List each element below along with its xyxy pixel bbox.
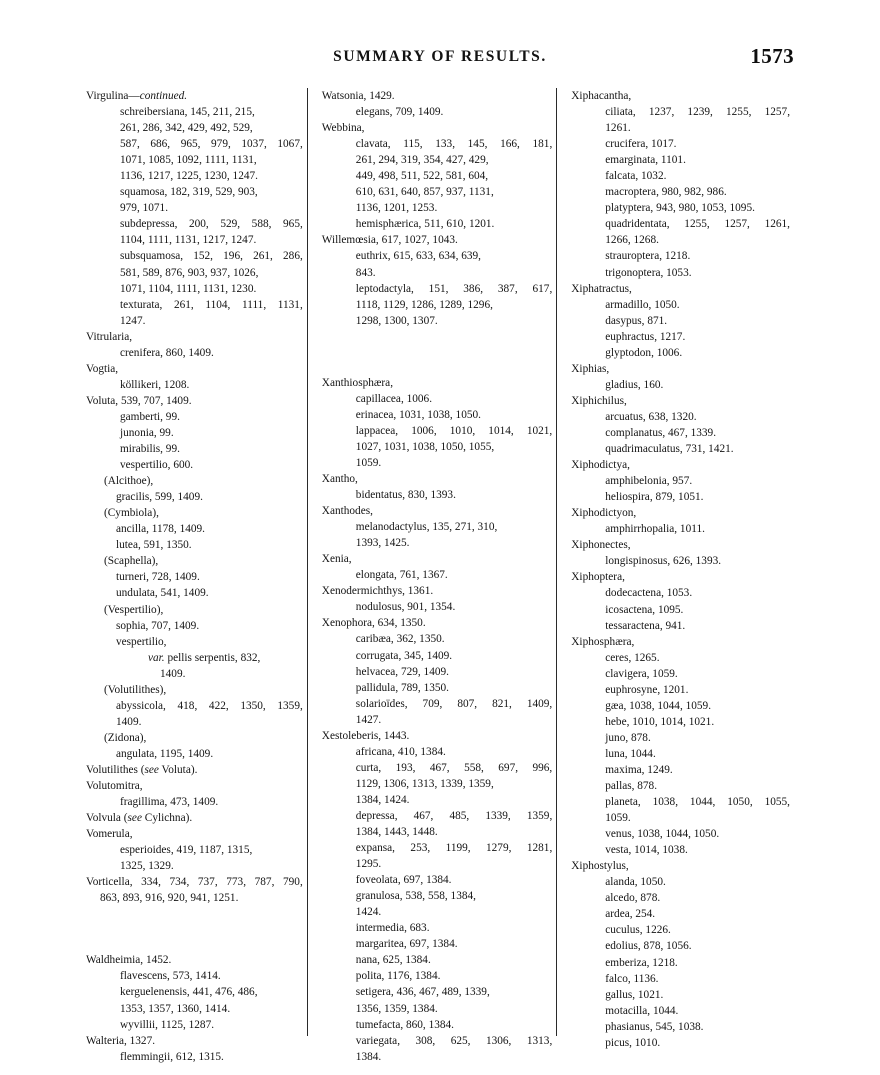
index-entry-species: falco, 1136. xyxy=(605,972,659,985)
index-entry-species: tumefacta, 860, 1384. xyxy=(355,1018,454,1031)
index-entry-species: luna, 1044. xyxy=(605,747,656,760)
index-entry-species: euthrix, 615, 633, 634, 639, xyxy=(355,250,481,263)
index-entry-species-run: 1059. xyxy=(355,456,382,469)
index-entry-genus: Xiphoptera, xyxy=(571,571,625,584)
index-entry-species: pallas, 878. xyxy=(605,780,658,793)
index-entry-species: trigonoptera, 1053. xyxy=(605,266,692,279)
index-entry-species: venus, 1038, 1044, 1050. xyxy=(605,828,720,841)
index-entry-sub-species: abyssicola, 418, 422, 1350, 1359, xyxy=(116,699,303,712)
index-entry-species: flavescens, 573, 1414. xyxy=(120,970,221,983)
index-column-1 xyxy=(86,88,307,1063)
index-entry-species: crucifera, 1017. xyxy=(605,138,677,151)
index-entry-genus: Xiphostylus, xyxy=(571,860,629,873)
index-entry-species: nodulosus, 901, 1354. xyxy=(355,601,456,614)
index-entry-genus: Xestoleberis, 1443. xyxy=(321,729,410,742)
index-entry-genus: Xiphodictya, xyxy=(571,459,630,472)
index-entry-species: clavigera, 1059. xyxy=(605,667,678,680)
index-entry-species: expansa, 253, 1199, 1279, 1281, xyxy=(355,842,553,855)
see-marker: see xyxy=(127,812,142,825)
index-entry-species-run: 1071, 1104, 1111, 1131, 1230. xyxy=(120,282,257,295)
index-entry-genus: Xiphonectes, xyxy=(571,539,631,552)
index-entry-species: solarioïdes, 709, 807, 821, 1409, xyxy=(355,697,553,710)
index-entry-genus: Virgulina—continued. xyxy=(86,90,188,102)
index-entry-genus: Xantho, xyxy=(321,472,358,485)
index-entry-species: melanodactylus, 135, 271, 310, xyxy=(355,521,498,534)
index-entry-species: tessaractena, 941. xyxy=(605,619,686,632)
index-entry-species-run: 581, 589, 876, 903, 937, 1026, xyxy=(120,266,259,279)
index-entry-species: heliospira, 879, 1051. xyxy=(605,491,704,504)
column-spacer xyxy=(86,906,303,952)
var-marker: var. xyxy=(148,651,165,664)
index-entry-species: variegata, 308, 625, 1306, 1313, xyxy=(355,1034,553,1047)
index-entry-species: hemisphærica, 511, 610, 1201. xyxy=(355,218,495,231)
index-entry-species: setigera, 436, 467, 489, 1339, xyxy=(355,986,490,999)
index-entry-species: mirabilis, 99. xyxy=(120,443,180,456)
index-entry-species: depressa, 467, 485, 1339, 1359, xyxy=(355,809,553,822)
index-entry-species-run: 1393, 1425. xyxy=(355,537,410,550)
index-entry-species: dodecactena, 1053. xyxy=(605,587,693,600)
index-entry-species-run: 1298, 1300, 1307. xyxy=(355,314,438,327)
index-entry-species: wyvillii, 1125, 1287. xyxy=(120,1018,215,1031)
page-number: 1573 xyxy=(750,44,794,68)
index-entry-species: corrugata, 345, 1409. xyxy=(355,649,453,662)
index-entry-genus: Vomerula, xyxy=(86,828,133,841)
index-entry-genus: Vogtia, xyxy=(86,362,119,375)
index-entry-genus: Xiphichilus, xyxy=(571,394,627,407)
index-entry-species: margaritea, 697, 1384. xyxy=(355,938,458,951)
index-entry-species: esperioides, 419, 1187, 1315, xyxy=(120,844,253,857)
index-entry-genus: Volvula (see Cylichna). xyxy=(86,812,193,825)
index-entry-sub-species: ancilla, 1178, 1409. xyxy=(116,523,205,536)
index-entry-species: pallidula, 789, 1350. xyxy=(355,681,449,694)
index-entry-species: amphirrhopalia, 1011. xyxy=(605,523,705,536)
index-entry-genus: Waldheimia, 1452. xyxy=(86,954,172,967)
column-3-content xyxy=(571,88,794,1051)
column-2-content xyxy=(322,88,556,1065)
index-entry-species: macroptera, 980, 982, 986. xyxy=(605,186,727,199)
index-entry-species-run: 1027, 1031, 1038, 1050, 1055, xyxy=(355,440,495,453)
index-entry-sub-species: lutea, 591, 1350. xyxy=(116,539,192,552)
index-entry-species-run: 1353, 1357, 1360, 1414. xyxy=(120,1002,231,1015)
index-entry-species: cuculus, 1226. xyxy=(605,924,671,937)
index-entry-species: euphrosyne, 1201. xyxy=(605,683,689,696)
index-entry-species: dasypus, 871. xyxy=(605,314,668,327)
page-header xyxy=(86,44,794,78)
index-entry-species: glyptodon, 1006. xyxy=(605,346,683,359)
index-entry-species-run: 1384, 1424. xyxy=(355,793,410,806)
index-entry-species: strauroptera, 1218. xyxy=(605,250,691,263)
index-entry-species: ardea, 254. xyxy=(605,908,656,921)
index-entry-species: gamberti, 99. xyxy=(120,410,180,423)
index-entry-species-run: 979, 1071. xyxy=(120,202,169,215)
index-entry-species: subsquamosa, 152, 196, 261, 286, xyxy=(120,250,303,263)
index-entry-genus: Xiphodictyon, xyxy=(571,507,637,520)
index-entry-species-run: 1136, 1201, 1253. xyxy=(355,202,438,215)
index-entry-species-run: 1247. xyxy=(120,314,146,327)
index-entry-species: texturata, 261, 1104, 1111, 1131, xyxy=(120,298,303,311)
index-entry-species-run: 261, 286, 342, 429, 492, 529, xyxy=(120,122,253,135)
index-entry-genus: Vorticella, 334, 734, 737, 773, 787, 790, xyxy=(86,876,303,889)
index-entry-species: gladius, 160. xyxy=(605,378,664,391)
index-column-2 xyxy=(307,88,556,1063)
index-entry-subgenus: (Scaphella), xyxy=(104,555,159,568)
index-entry-species: curta, 193, 467, 558, 697, 996, xyxy=(355,761,553,774)
index-entry-species: quadridentata, 1255, 1257, 1261, xyxy=(605,218,791,231)
index-entry-genus: Volutilithes (see Voluta). xyxy=(86,763,198,776)
index-entry-species: capillacea, 1006. xyxy=(355,392,433,405)
index-entry-species-run: 261, 294, 319, 354, 427, 429, xyxy=(355,154,489,167)
index-entry-genus: Vitrularia, xyxy=(86,330,133,343)
index-entry-genus-run: 863, 893, 916, 920, 941, 1251. xyxy=(100,892,239,905)
index-entry-species: emarginata, 1101. xyxy=(605,154,686,167)
index-entry-genus: Xiphias, xyxy=(571,362,610,375)
index-entry-species: caribæa, 362, 1350. xyxy=(355,633,445,646)
index-entry-species-run: 1129, 1306, 1313, 1339, 1359, xyxy=(355,777,494,790)
index-entry-species: falcata, 1032. xyxy=(605,170,667,183)
index-entry-species-run: 1071, 1085, 1092, 1111, 1131, xyxy=(120,154,257,167)
index-entry-subgenus: (Volutilithes), xyxy=(104,683,167,696)
index-entry-species: ceres, 1265. xyxy=(605,651,660,664)
index-entry-sub-species: undulata, 541, 1409. xyxy=(116,587,209,600)
index-entry-sub-species: turneri, 728, 1409. xyxy=(116,571,200,584)
index-entry-species: köllikeri, 1208. xyxy=(120,378,190,391)
index-entry-sub-species: angulata, 1195, 1409. xyxy=(116,747,214,760)
index-entry-species: bidentatus, 830, 1393. xyxy=(355,489,456,502)
index-entry-species-run: 1261. xyxy=(605,122,631,135)
index-entry-species: junonia, 99. xyxy=(120,426,174,439)
index-entry-species: juno, 878. xyxy=(605,731,651,744)
index-columns xyxy=(86,88,794,1063)
index-entry-genus: Xanthiosphæra, xyxy=(321,376,394,389)
index-entry-species: intermedia, 683. xyxy=(355,922,430,935)
index-entry-species: foveolata, 697, 1384. xyxy=(355,874,452,887)
index-entry-species: phasianus, 545, 1038. xyxy=(605,1020,704,1033)
index-entry-species-run: 449, 498, 511, 522, 581, 604, xyxy=(355,170,489,183)
index-entry-sub-species: sophia, 707, 1409. xyxy=(116,619,200,632)
index-entry-species-run: 1356, 1359, 1384. xyxy=(355,1002,438,1015)
index-entry-species-run: 1384. xyxy=(355,1050,382,1063)
index-entry-species: subdepressa, 200, 529, 588, 965, xyxy=(120,218,303,231)
index-entry-genus: Xenodermichthys, 1361. xyxy=(321,585,434,598)
index-entry-species-run: 1427. xyxy=(355,713,382,726)
continued-marker: continued. xyxy=(139,90,188,102)
running-head-title: SUMMARY OF RESULTS. xyxy=(333,48,547,65)
index-entry-species-run: 1104, 1111, 1131, 1217, 1247. xyxy=(120,234,257,247)
index-entry-species: polita, 1176, 1384. xyxy=(355,970,441,983)
index-entry-species-run: 1424. xyxy=(355,906,382,919)
index-entry-genus: Xiphatractus, xyxy=(571,282,632,295)
index-entry-species-run: 610, 631, 640, 857, 937, 1131, xyxy=(355,186,494,199)
index-entry-genus: Xenia, xyxy=(321,553,352,566)
index-entry-species: squamosa, 182, 319, 529, 903, xyxy=(120,186,258,199)
index-entry-sub-species: gracilis, 599, 1409. xyxy=(116,491,203,504)
index-entry-species: euphractus, 1217. xyxy=(605,330,686,343)
index-entry-genus: Xiphacantha, xyxy=(571,90,632,102)
index-column-3 xyxy=(556,88,794,1049)
index-entry-species: icosactena, 1095. xyxy=(605,603,684,616)
index-entry-species: fragillima, 473, 1409. xyxy=(120,796,219,809)
index-entry-species: armadillo, 1050. xyxy=(605,298,680,311)
index-entry-species-run: 1059. xyxy=(605,812,631,825)
index-entry-species: gallus, 1021. xyxy=(605,988,664,1001)
index-entry-species: clavata, 115, 133, 145, 166, 181, xyxy=(355,138,553,151)
index-entry-species: helvacea, 729, 1409. xyxy=(355,665,449,678)
index-entry-species: flemmingii, 612, 1315. xyxy=(120,1050,224,1063)
index-entry-species: gæa, 1038, 1044, 1059. xyxy=(605,699,712,712)
index-entry-sub-species-run: 1409. xyxy=(116,715,142,728)
index-entry-species-run: 1295. xyxy=(355,858,382,871)
index-entry-varline: var. pellis serpentis, 832, xyxy=(148,651,261,664)
index-entry-species: crenifera, 860, 1409. xyxy=(120,346,214,359)
index-entry-genus: Webbina, xyxy=(321,122,365,135)
index-entry-species-run: 587, 686, 965, 979, 1037, 1067, xyxy=(120,138,303,151)
index-entry-species: erinacea, 1031, 1038, 1050. xyxy=(355,408,481,421)
column-spacer xyxy=(322,329,552,375)
index-entry-genus: Voluta, 539, 707, 1409. xyxy=(86,394,192,407)
index-entry-subgenus: (Zidona), xyxy=(104,731,147,744)
index-entry-species: complanatus, 467, 1339. xyxy=(605,426,717,439)
index-entry-species-run: 1325, 1329. xyxy=(120,860,174,873)
index-entry-species: leptodactyla, 151, 386, 387, 617, xyxy=(355,282,553,295)
index-entry-species: alcedo, 878. xyxy=(605,892,661,905)
index-entry-subgenus: (Vespertilio), xyxy=(104,603,164,616)
index-entry-species: nana, 625, 1384. xyxy=(355,954,431,967)
index-entry-genus: Xenophora, 634, 1350. xyxy=(321,617,426,630)
index-entry-species: picus, 1010. xyxy=(605,1036,661,1049)
column-1-content xyxy=(86,88,307,1065)
index-entry-species: maxima, 1249. xyxy=(605,763,673,776)
index-entry-species: vesta, 1014, 1038. xyxy=(605,844,688,857)
index-entry-species-run: 1384, 1443, 1448. xyxy=(355,826,438,839)
index-entry-species: quadrimaculatus, 731, 1421. xyxy=(605,443,734,456)
index-entry-species: elongata, 761, 1367. xyxy=(355,569,448,582)
index-entry-species: vespertilio, 600. xyxy=(120,459,194,472)
index-entry-species: motacilla, 1044. xyxy=(605,1004,679,1017)
index-entry-species: planeta, 1038, 1044, 1050, 1055, xyxy=(605,796,791,809)
see-marker: see xyxy=(144,763,159,776)
index-entry-species: edolius, 878, 1056. xyxy=(605,940,692,953)
index-entry-genus: Xiphosphæra, xyxy=(571,635,635,648)
index-entry-species: amphibelonia, 957. xyxy=(605,475,693,488)
index-entry-varline-run: 1409. xyxy=(160,667,186,680)
index-entry-genus: Volutomitra, xyxy=(86,780,143,793)
index-entry-species-run: 1136, 1217, 1225, 1230, 1247. xyxy=(120,170,258,183)
index-entry-species: africana, 410, 1384. xyxy=(355,745,446,758)
index-entry-species: lappacea, 1006, 1010, 1014, 1021, xyxy=(355,424,553,437)
index-entry-species: hebe, 1010, 1014, 1021. xyxy=(605,715,715,728)
index-entry-species: longispinosus, 626, 1393. xyxy=(605,555,722,568)
index-entry-species: schreibersiana, 145, 211, 215, xyxy=(120,106,255,119)
index-entry-species: elegans, 709, 1409. xyxy=(355,106,444,119)
index-entry-species: arcuatus, 638, 1320. xyxy=(605,410,697,423)
index-entry-species-run: 1118, 1129, 1286, 1289, 1296, xyxy=(355,298,493,311)
index-entry-subgenus: (Cymbiola), xyxy=(104,507,159,520)
index-entry-species: ciliata, 1237, 1239, 1255, 1257, xyxy=(605,106,791,119)
index-entry-genus: Willemœsia, 617, 1027, 1043. xyxy=(321,234,458,247)
index-entry-species-run: 1266, 1268. xyxy=(605,234,659,247)
index-entry-subgenus: (Alcithoе), xyxy=(104,475,154,488)
index-entry-genus: Watsonia, 1429. xyxy=(321,90,395,102)
index-entry-species: platyptera, 943, 980, 1053, 1095. xyxy=(605,202,755,215)
index-entry-species: emberiza, 1218. xyxy=(605,956,678,969)
index-entry-species-run: 843. xyxy=(355,266,376,279)
index-entry-genus: Xanthodes, xyxy=(321,505,373,518)
index-entry-sub-species: vespertilio, xyxy=(116,635,167,648)
index-entry-species: alanda, 1050. xyxy=(605,876,666,889)
index-entry-genus: Walteria, 1327. xyxy=(86,1034,156,1047)
index-entry-species: granulosa, 538, 558, 1384, xyxy=(355,890,476,903)
index-entry-species: kerguelenensis, 441, 476, 486, xyxy=(120,986,258,999)
